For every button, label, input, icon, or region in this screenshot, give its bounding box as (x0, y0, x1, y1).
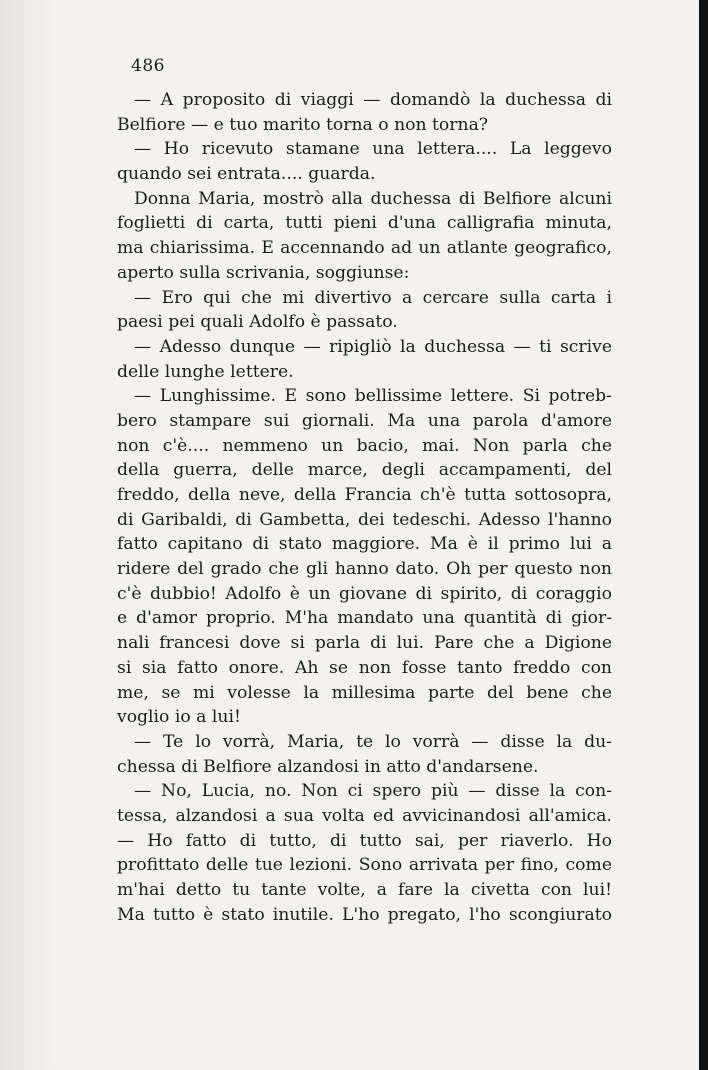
text-line: Ma tutto è stato inutile. L'ho pregato, l'ho scongiurato (117, 904, 612, 925)
text-line: non c'è.... nemmeno un bacio, mai. Non parla che (117, 435, 612, 456)
text-line: nali francesi dove si parla di lui. Pare che a Digione (117, 633, 612, 654)
text-line: ma chiarissima. E accennando ad un atlante geografico, (117, 238, 612, 259)
text-line: — Ho fatto di tutto, di tutto sai, per riaverlo. Ho (117, 830, 612, 851)
text-line: voglio io a lui! (117, 707, 241, 728)
text-line: di Garibaldi, di Gambetta, dei tedeschi. Adesso l'hanno (117, 509, 612, 530)
text-line: quando sei entrata.... guarda. (117, 164, 376, 185)
body-text (117, 88, 612, 927)
text-line: fatto capitano di stato maggiore. Ma è il primo lui a (117, 534, 612, 555)
text-line: — A proposito di viaggi — domandò la duchessa di (134, 90, 612, 110)
text-line: e d'amor proprio. M'ha mandato una quantità di gior- (117, 608, 612, 629)
text-line: tessa, alzandosi a sua volta ed avvicinandosi all'amica. (117, 805, 612, 826)
text-line: Belfiore — e tuo marito torna o non torna? (117, 114, 489, 135)
text-line: foglietti di carta, tutti pieni d'una calligrafia minuta, (117, 213, 612, 234)
text-line: delle lunghe lettere. (117, 361, 294, 382)
text-line: m'hai detto tu tante volte, a fare la civetta con lui! (117, 880, 612, 900)
text-line: Donna Maria, mostrò alla duchessa di Belfiore alcuni (134, 188, 612, 209)
text-line: aperto sulla scrivania, soggiunse: (117, 262, 410, 283)
text-line: me, se mi volesse la millesima parte del bene che (117, 682, 612, 703)
text-line: profittato delle tue lezioni. Sono arrivata per fino, come (117, 855, 612, 876)
text-line: — Adesso dunque — ripigliò la duchessa — ti scrive (134, 336, 612, 357)
text-line: — Te lo vorrà, Maria, te lo vorrà — disse la du- (134, 731, 612, 752)
page-shadow (0, 0, 60, 1070)
text-line: — No, Lucia, no. Non ci spero più — disse la con- (134, 781, 612, 802)
page-edge (699, 0, 708, 1070)
text-line: chessa di Belfiore alzandosi in atto d'andarsene. (117, 756, 539, 777)
text-line: si sia fatto onore. Ah se non fosse tanto freddo con (117, 657, 612, 678)
text-line: della guerra, delle marce, degli accampamenti, del (117, 460, 612, 481)
text-line: — Lunghissime. E sono bellissime lettere. Si potreb- (134, 386, 612, 407)
text-line: paesi pei quali Adolfo è passato. (117, 312, 398, 333)
text-line: — Ero qui che mi divertivo a cercare sulla carta i (134, 287, 612, 308)
text-line: — Ho ricevuto stamane una lettera.... La leggevo (134, 139, 612, 160)
text-line: bero stampare sui giornali. Ma una parola d'amore (117, 410, 612, 431)
text-line: ridere del grado che gli hanno dato. Oh per questo non (117, 559, 612, 580)
text-line: freddo, della neve, della Francia ch'è tutta sottosopra, (117, 485, 612, 505)
text-line: c'è dubbio! Adolfo è un giovane di spirito, di coraggio (117, 583, 612, 604)
page-number: 486 (131, 56, 165, 76)
